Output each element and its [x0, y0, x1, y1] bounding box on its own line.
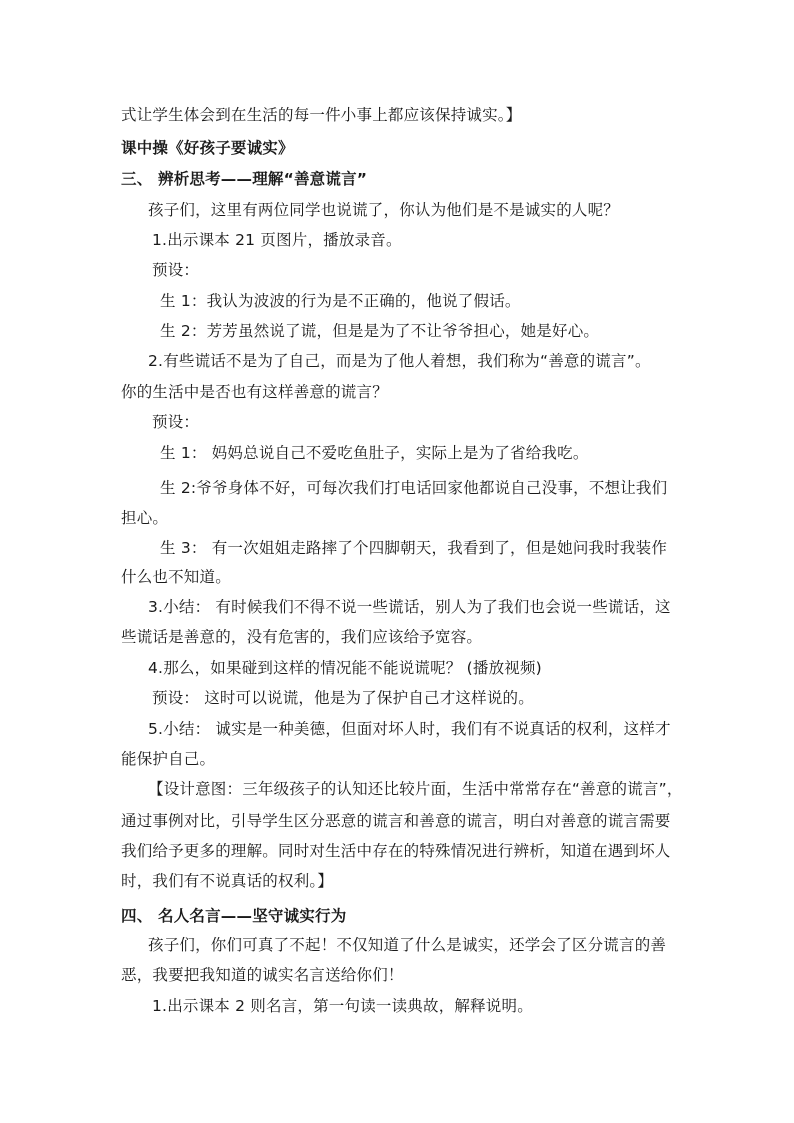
text-line: 生 3： 有一次姐姐走路摔了个四脚朝天，我看到了，但是她问我时我装作: [160, 539, 668, 557]
text-line: 式让学生体会到在生活的每一件小事上都应该保持诚实。】: [121, 106, 522, 124]
section-heading-3: 三、 辨析思考——理解“善意谎言”: [121, 170, 368, 188]
text-line: 5.小结： 诚实是一种美德，但面对坏人时，我们有不说真话的权利，这样才: [148, 720, 671, 738]
text-line: 生 1：我认为波波的行为是不正确的，他说了假话。: [160, 292, 521, 310]
text-line: 恶，我要把我知道的诚实名言送给你们！: [121, 966, 404, 984]
text-line: 3.小结： 有时候我们不得不说一些谎话，别人为了我们也会说一些谎话，这: [148, 598, 671, 616]
text-line: 2.有些谎话不是为了自己，而是为了他人着想，我们称为“善意的谎言”。: [148, 352, 651, 370]
text-line: 预设：: [152, 413, 200, 431]
text-line: 担心。: [121, 509, 169, 527]
text-line: 孩子们，这里有两位同学也说谎了，你认为他们是不是诚实的人呢？: [148, 201, 620, 219]
text-line: 预设： 这时可以说谎，他是为了保护自己才这样说的。: [152, 689, 534, 707]
text-line: 预设：: [152, 261, 200, 279]
text-line: 通过事例对比，引导学生区分恶意的谎言和善意的谎言，明白对善意的谎言需要: [121, 812, 671, 830]
text-line: 4.那么，如果碰到这样的情况能不能说谎呢？ (播放视频): [148, 659, 542, 677]
text-line: 生 1： 妈妈总说自己不爱吃鱼肚子，实际上是为了省给我吃。: [160, 444, 589, 462]
text-line: 生 2：芳芳虽然说了谎，但是是为了不让爷爷担心，她是好心。: [160, 322, 600, 340]
section-title-exercise: 课中操《好孩子要诚实》: [121, 139, 294, 157]
text-line: 我们给予更多的理解。同时对生活中存在的特殊情况进行辨析，知道在遇到坏人: [121, 842, 671, 860]
text-line: 1.出示课本 2 则名言，第一句读一读典故，解释说明。: [152, 997, 533, 1015]
text-line: 1.出示课本 21 页图片，播放录音。: [152, 231, 402, 249]
text-line: 生 2:爷爷身体不好，可每次我们打电话回家他都说自己没事，不想让我们: [160, 479, 668, 497]
text-line: 些谎话是善意的，没有危害的，我们应该给予宽容。: [121, 628, 483, 646]
text-line: 时，我们有不说真话的权利。】: [121, 872, 334, 890]
section-heading-4: 四、 名人名言——坚守诚实行为: [121, 907, 347, 925]
text-line: 能保护自己。: [121, 750, 216, 768]
text-line: 你的生活中是否也有这样善意的谎言？: [121, 383, 388, 401]
text-line: 什么也不知道。: [121, 568, 231, 586]
text-line: 孩子们，你们可真了不起！不仅知道了什么是诚实，还学会了区分谎言的善: [148, 936, 667, 954]
design-intent-start: 【设计意图：三年级孩子的认知还比较片面，生活中常常存在“善意的谎言”，: [148, 780, 683, 798]
